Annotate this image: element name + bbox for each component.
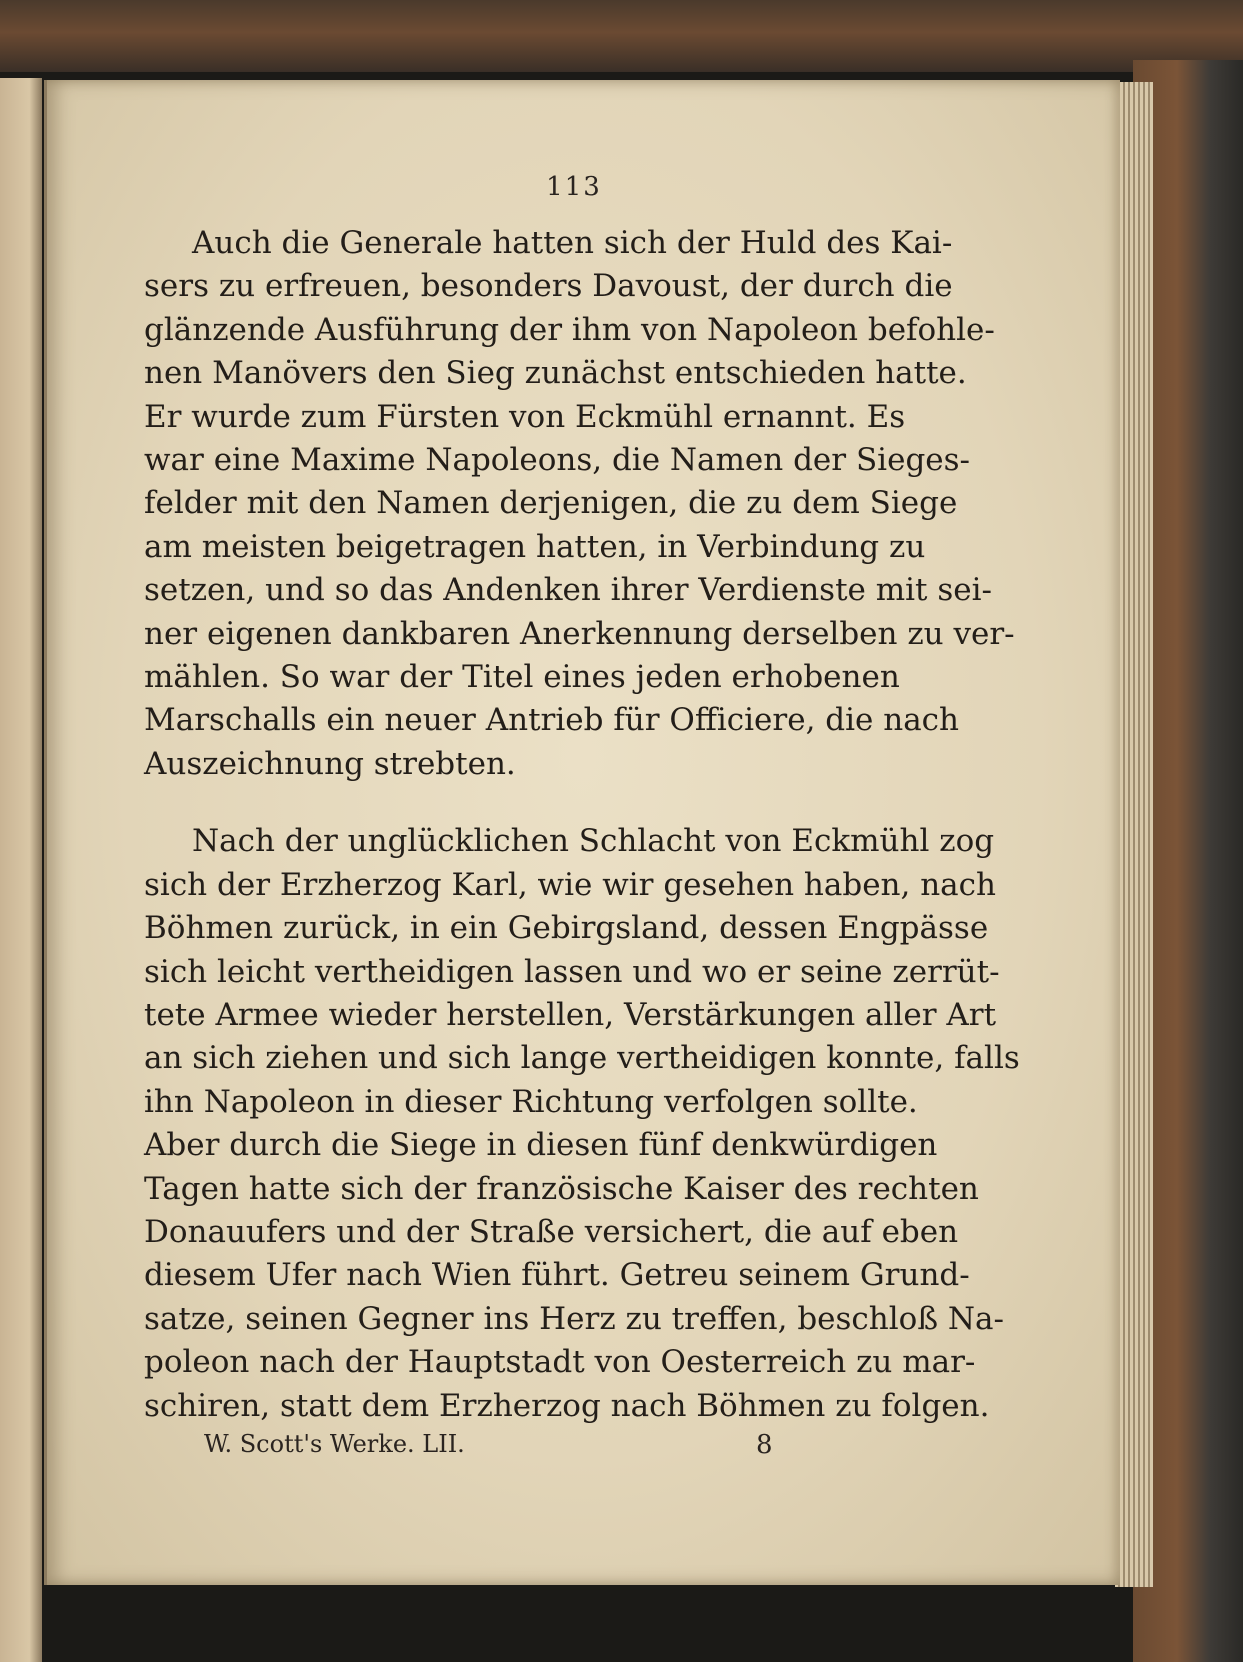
text-line: satze, seinen Gegner ins Herz zu treffen, beschloß Na- <box>144 1300 1004 1337</box>
printer-signature: W. Scott's Werke. LII. <box>204 1430 465 1458</box>
facing-page-edge <box>0 78 42 1662</box>
text-line: sich leicht vertheidigen lassen und wo er seine zerrüt- <box>144 953 1000 990</box>
text-line: Tagen hatte sich der französische Kaiser des rechten <box>144 1170 979 1207</box>
text-line: nen Manövers den Sieg zunächst entschieden hatte. <box>144 355 967 392</box>
text-line: setzen, und so das Andenken ihrer Verdienste mit sei- <box>144 572 992 609</box>
text-line: ihn Napoleon in dieser Richtung verfolgen sollte. <box>144 1083 918 1120</box>
page-body <box>144 222 1020 1428</box>
text-line: Donauufers und der Straße versichert, die auf eben <box>144 1213 959 1250</box>
paragraph-2 <box>144 820 1020 1428</box>
book-page <box>44 80 1120 1585</box>
text-line: Böhmen zurück, in ein Gebirgsland, dessen Engpässe <box>144 910 989 947</box>
book-binding-top <box>0 0 1243 72</box>
paragraph-1 <box>144 222 1015 786</box>
text-line: felder mit den Namen derjenigen, die zu dem Siege <box>144 485 958 522</box>
text-line: sich der Erzherzog Karl, wie wir gesehen haben, nach <box>144 866 996 903</box>
text-line: mählen. So war der Titel eines jeden erhobenen <box>144 659 900 696</box>
text-line: Er wurde zum Fürsten von Eckmühl ernannt. Es <box>144 398 906 435</box>
text-line: Marschalls ein neuer Antrieb für Officiere, die nach <box>144 702 960 739</box>
text-line: schiren, statt dem Erzherzog nach Böhmen zu folgen. <box>144 1387 990 1424</box>
text-line: diesem Ufer nach Wien führt. Getreu seinem Grund- <box>144 1257 970 1294</box>
text-line: poleon nach der Hauptstadt von Oesterreich zu mar- <box>144 1344 976 1381</box>
text-line: Nach der unglücklichen Schlacht von Eckmühl zog <box>192 823 995 860</box>
page-footer <box>144 1430 944 1470</box>
text-line: glänzende Ausführung der ihm von Napoleon befohle- <box>144 311 995 348</box>
text-line: war eine Maxime Napoleons, die Namen der Sieges- <box>144 442 971 479</box>
signature-mark: 8 <box>756 1430 773 1460</box>
text-line: an sich ziehen und sich lange vertheidigen konnte, falls <box>144 1040 1020 1077</box>
text-line: tete Armee wieder herstellen, Verstärkungen aller Art <box>144 996 997 1033</box>
page-number: 113 <box>546 172 602 202</box>
text-line: am meisten beigetragen hatten, in Verbindung zu <box>144 528 926 565</box>
page-gutter <box>44 80 47 1585</box>
text-line: sers zu erfreuen, besonders Davoust, der durch die <box>144 268 953 305</box>
text-line: ner eigenen dankbaren Anerkennung derselben zu ver- <box>144 615 1015 652</box>
text-line: Auch die Generale hatten sich der Huld des Kai- <box>192 225 953 261</box>
page-stack-edge <box>1115 82 1153 1587</box>
text-line: Auszeichnung strebten. <box>144 745 516 782</box>
text-line: Aber durch die Siege in diesen fünf denkwürdigen <box>144 1127 938 1164</box>
